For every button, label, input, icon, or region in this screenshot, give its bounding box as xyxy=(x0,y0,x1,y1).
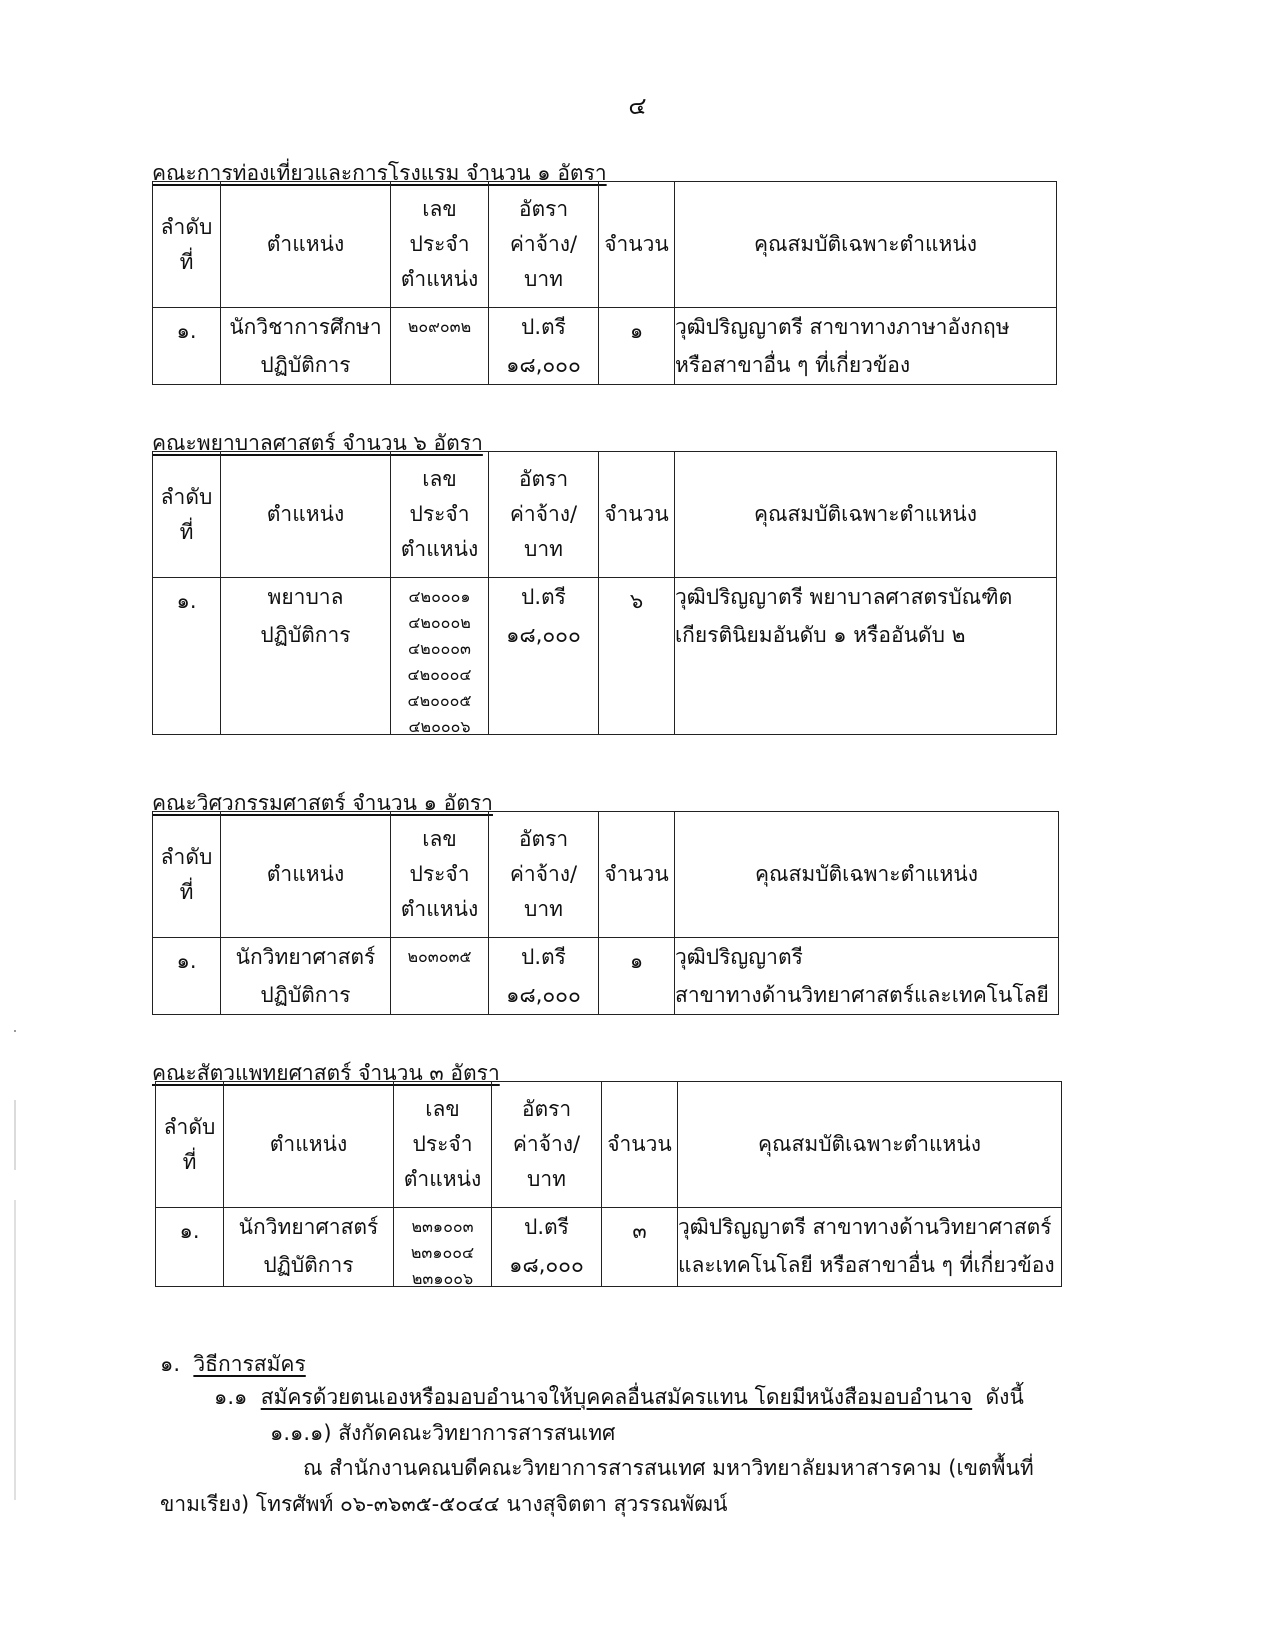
table-row xyxy=(153,578,1057,735)
row-position: นักวิทยาศาสตร์ ปฏิบัติการ xyxy=(224,1208,394,1287)
row-rate: ป.ตรี ๑๘,๐๐๐ xyxy=(489,308,599,385)
position-code: ๒๐๙๐๓๒ xyxy=(407,317,472,336)
row-position-codes xyxy=(394,1208,492,1287)
application-item: ๑.๑.๑) สังกัดคณะวิทยาการสารสนเทศ xyxy=(270,1421,616,1445)
scan-artifact xyxy=(14,1030,16,1032)
application-heading xyxy=(160,1348,306,1381)
row-qualification: วุฒิปริญญาตรี พยาบาลศาสตรบัณฑิต เกียรตินิยมอันดับ ๑ หรืออันดับ ๒ xyxy=(675,578,1057,735)
table-row xyxy=(156,1208,1062,1287)
header-count: จำนวน xyxy=(599,182,675,308)
header-qualification: คุณสมบัติเฉพาะตำแหน่ง xyxy=(678,1082,1062,1208)
row-qualification: วุฒิปริญญาตรี สาขาทางด้านวิทยาศาสตร์ และเทคโนโลยี หรือสาขาอื่น ๆ ที่เกี่ยวข้อง xyxy=(678,1208,1062,1287)
row-count: ๑ xyxy=(599,938,675,1015)
scan-artifact xyxy=(14,1100,16,1170)
position-table xyxy=(152,451,1057,735)
row-order: ๑. xyxy=(153,308,221,385)
header-row xyxy=(153,812,1059,938)
header-position-no: เลข ประจำ ตำแหน่ง xyxy=(391,812,489,938)
row-count: ๓ xyxy=(602,1208,678,1287)
header-order: ลำดับ ที่ xyxy=(153,452,221,578)
table-row xyxy=(153,308,1057,385)
header-row xyxy=(153,452,1057,578)
sub-title: สมัครด้วยตนเองหรือมอบอำนาจให้บุคคลอื่นสมัครแทน โดยมีหนังสือมอบอำนาจ xyxy=(260,1385,973,1409)
sub-suffix: ดังนี้ xyxy=(985,1385,1024,1409)
header-rate: อัตรา ค่าจ้าง/ บาท xyxy=(489,182,599,308)
header-count: จำนวน xyxy=(602,1082,678,1208)
header-position-no: เลข ประจำ ตำแหน่ง xyxy=(391,182,489,308)
position-table xyxy=(152,811,1059,1015)
position-code: ๒๓๑๐๐๓ xyxy=(411,1217,474,1236)
row-qualification: วุฒิปริญญาตรี สาขาทางด้านวิทยาศาสตร์และเทคโนโลยี xyxy=(675,938,1059,1015)
header-position: ตำแหน่ง xyxy=(221,182,391,308)
row-rate: ป.ตรี ๑๘,๐๐๐ xyxy=(492,1208,602,1287)
header-qualification: คุณสมบัติเฉพาะตำแหน่ง xyxy=(675,182,1057,308)
position-code: ๔๒๐๐๐๓ xyxy=(408,639,471,658)
position-code: ๔๒๐๐๐๔ xyxy=(407,665,472,684)
position-code: ๒๐๓๐๓๕ xyxy=(407,947,472,966)
page-number: ๔ xyxy=(628,92,647,120)
sub-number: ๑.๑ xyxy=(214,1385,248,1409)
header-count: จำนวน xyxy=(599,812,675,938)
header-position: ตำแหน่ง xyxy=(224,1082,394,1208)
application-detail-line2: ขามเรียง) โทรศัพท์ ๐๖-๓๖๓๕-๕๐๔๔ นางสุจิตตา สุวรรณพัฒน์ xyxy=(160,1492,728,1516)
row-position-codes xyxy=(391,578,489,735)
heading-number: ๑. xyxy=(160,1352,181,1376)
row-rate: ป.ตรี ๑๘,๐๐๐ xyxy=(489,938,599,1015)
row-position: นักวิทยาศาสตร์ ปฏิบัติการ xyxy=(221,938,391,1015)
header-position-no: เลข ประจำ ตำแหน่ง xyxy=(391,452,489,578)
header-count: จำนวน xyxy=(599,452,675,578)
position-code: ๒๓๑๐๐๔ xyxy=(410,1243,475,1262)
row-position-codes xyxy=(391,308,489,385)
row-count: ๖ xyxy=(599,578,675,735)
row-count: ๑ xyxy=(599,308,675,385)
section-title: คณะวิศวกรรมศาสตร์ จำนวน ๑ อัตรา xyxy=(152,791,493,815)
header-qualification: คุณสมบัติเฉพาะตำแหน่ง xyxy=(675,452,1057,578)
row-order: ๑. xyxy=(153,578,221,735)
header-position-no: เลข ประจำ ตำแหน่ง xyxy=(394,1082,492,1208)
position-code: ๒๓๑๐๐๖ xyxy=(411,1269,474,1288)
table-row xyxy=(153,938,1059,1015)
header-row xyxy=(156,1082,1062,1208)
header-order: ลำดับ ที่ xyxy=(153,812,221,938)
row-order: ๑. xyxy=(153,938,221,1015)
section-title: คณะการท่องเที่ยวและการโรงแรม จำนวน ๑ อัตรา xyxy=(152,161,607,185)
row-position-codes xyxy=(391,938,489,1015)
row-rate: ป.ตรี ๑๘,๐๐๐ xyxy=(489,578,599,735)
section-title: คณะสัตวแพทยศาสตร์ จำนวน ๓ อัตรา xyxy=(152,1061,500,1085)
row-qualification: วุฒิปริญญาตรี สาขาทางภาษาอังกฤษ หรือสาขาอื่น ๆ ที่เกี่ยวข้อง xyxy=(675,308,1057,385)
header-rate: อัตรา ค่าจ้าง/ บาท xyxy=(492,1082,602,1208)
position-code: ๔๒๐๐๐๕ xyxy=(407,691,472,710)
application-subheading xyxy=(214,1381,1024,1414)
position-code: ๔๒๐๐๐๒ xyxy=(408,613,471,632)
heading-title: วิธีการสมัคร xyxy=(193,1352,306,1376)
header-position: ตำแหน่ง xyxy=(221,452,391,578)
scan-artifact xyxy=(14,1200,16,1500)
header-rate: อัตรา ค่าจ้าง/ บาท xyxy=(489,452,599,578)
row-position: นักวิชาการศึกษา ปฏิบัติการ xyxy=(221,308,391,385)
header-row xyxy=(153,182,1057,308)
position-code: ๔๒๐๐๐๑ xyxy=(408,587,471,606)
header-position: ตำแหน่ง xyxy=(221,812,391,938)
row-position: พยาบาล ปฏิบัติการ xyxy=(221,578,391,735)
position-table xyxy=(155,1081,1062,1287)
header-rate: อัตรา ค่าจ้าง/ บาท xyxy=(489,812,599,938)
application-detail-line1: ณ สำนักงานคณบดีคณะวิทยาการสารสนเทศ มหาวิทยาลัยมหาสารคาม (เขตพื้นที่ xyxy=(303,1456,1034,1480)
header-qualification: คุณสมบัติเฉพาะตำแหน่ง xyxy=(675,812,1059,938)
row-order: ๑. xyxy=(156,1208,224,1287)
position-table xyxy=(152,181,1057,385)
position-code: ๔๒๐๐๐๖ xyxy=(408,717,471,736)
header-order: ลำดับ ที่ xyxy=(156,1082,224,1208)
header-order: ลำดับ ที่ xyxy=(153,182,221,308)
section-title: คณะพยาบาลศาสตร์ จำนวน ๖ อัตรา xyxy=(152,431,483,455)
